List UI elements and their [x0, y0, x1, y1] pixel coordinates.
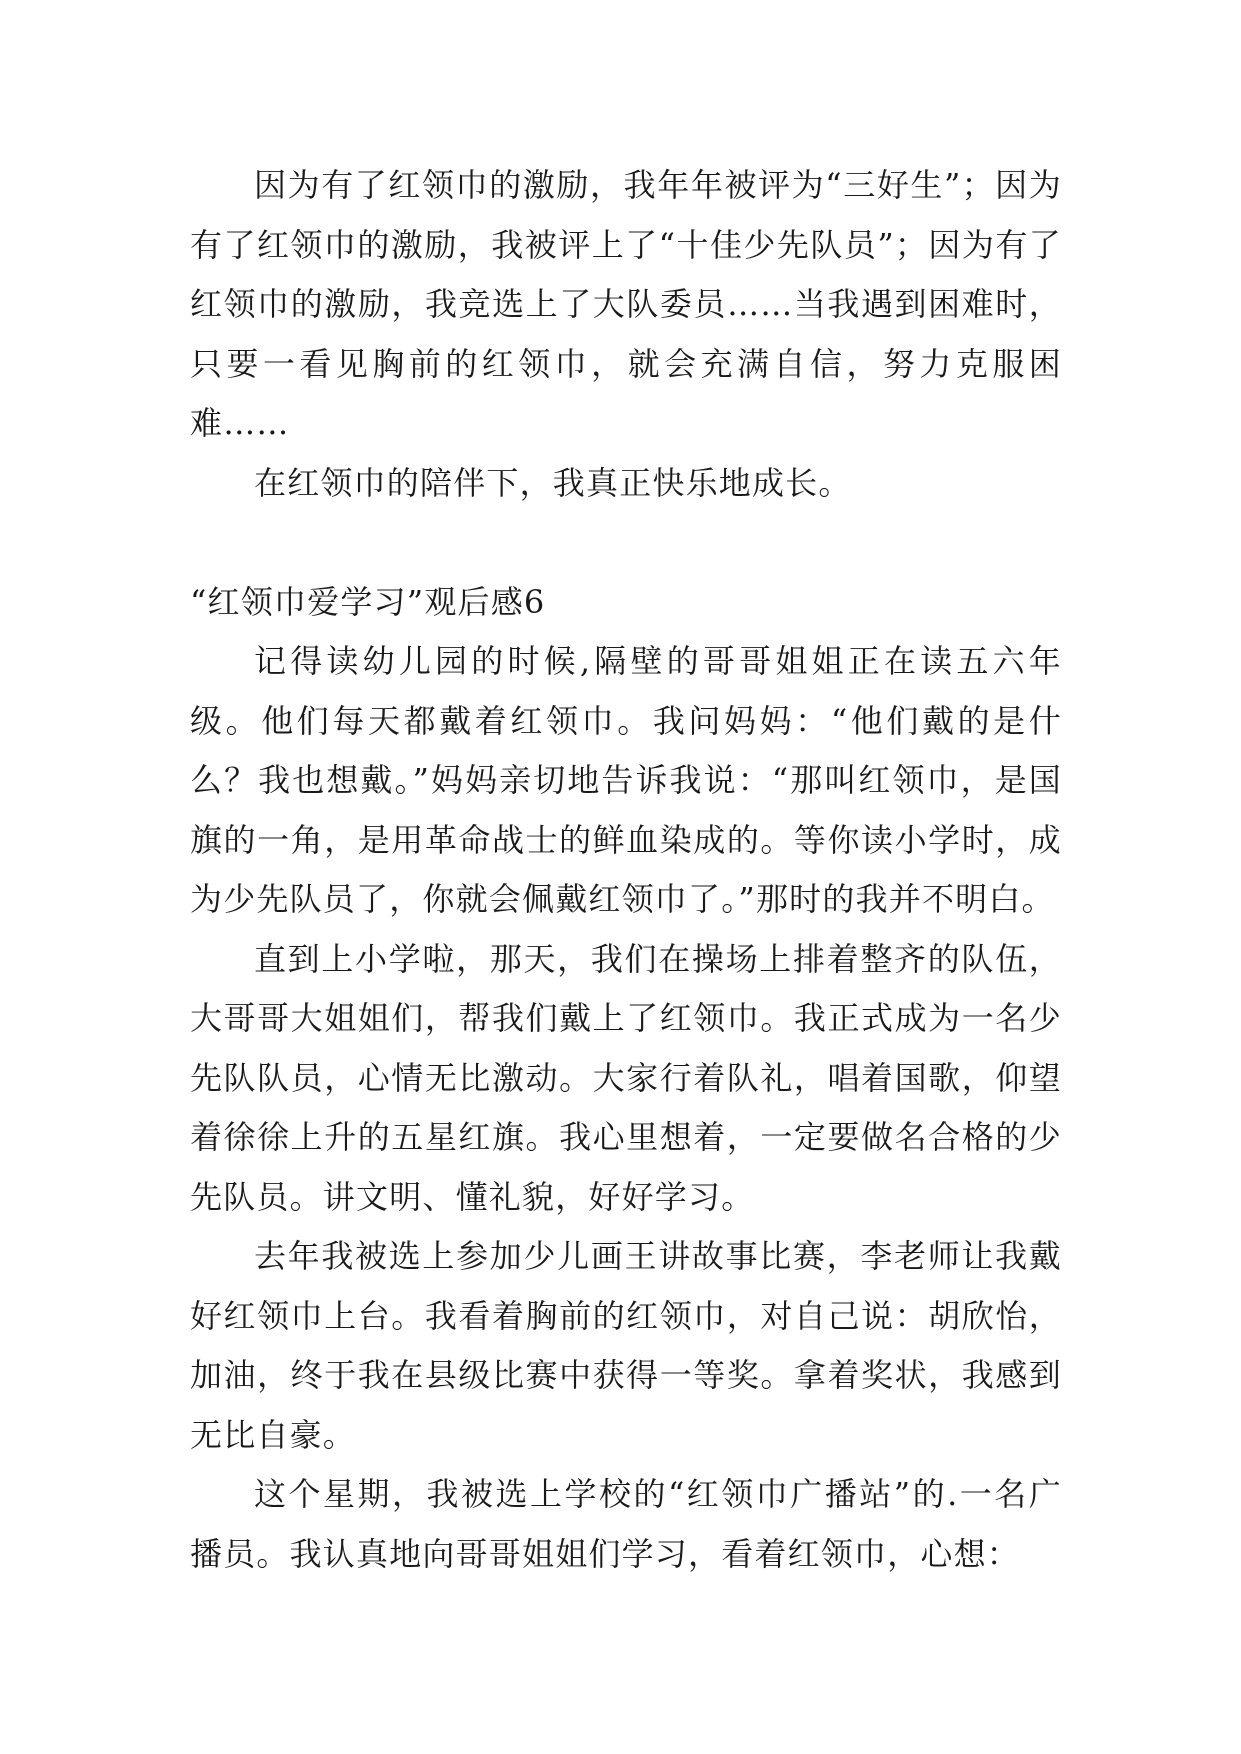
paragraph-joining-pioneers: 直到上小学啦，那天，我们在操场上排着整齐的队伍，大哥哥大姐姐们，帮我们戴上了红领巾。我正式成为一名少先队队员，心情无比激动。大家行着队礼，唱着国歌，仰望着徐徐上升的五星红旗。我心里想着，一定要做名合格的少先队员。讲文明、懂礼貌，好好学习。	[190, 939, 1062, 1216]
paragraph-broadcast-station: 这个星期，我被选上学校的“红领巾广播站”的.一名广播员。我认真地向哥哥姐姐们学习，看着红领巾，心想：	[190, 1475, 1062, 1573]
paragraph-red-scarf-encouragement: 因为有了红领巾的激励，我年年被评为“三好生”；因为有了红领巾的激励，我被评上了“十佳少先队员”；因为有了红领巾的激励，我竞选上了大队委员……当我遇到困难时，只要一看见胸前的红领巾，就会充满自信，努力克服困难……	[190, 166, 1062, 442]
section-heading: “红领巾爱学习”观后感6	[190, 582, 546, 621]
paragraph-growing-up: 在红领巾的陪伴下，我真正快乐地成长。	[254, 463, 852, 502]
paragraph-storytelling-contest: 去年我被选上参加少儿画王讲故事比赛，李老师让我戴好红领巾上台。我看着胸前的红领巾，对自己说：胡欣怡，加油，终于我在县级比赛中获得一等奖。拿着奖状，我感到无比自豪。	[190, 1237, 1062, 1454]
document-body	[190, 156, 1062, 1584]
paragraph-kindergarten-memory: 记得读幼儿园的时候,隔壁的哥哥姐姐正在读五六年级。他们每天都戴着红领巾。我问妈妈：“他们戴的是什么？我也想戴。”妈妈亲切地告诉我说：“那叫红领巾，是国旗的一角，是用革命战士的鲜血染成的。等你读小学时，成为少先队员了，你就会佩戴红领巾了。”那时的我并不明白。	[190, 642, 1062, 918]
